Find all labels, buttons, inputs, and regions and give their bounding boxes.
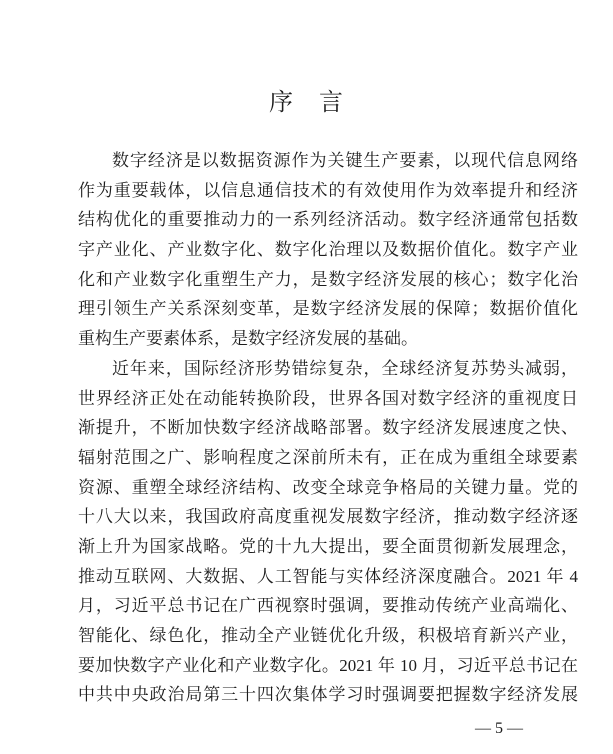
text-line: 化和产业数字化重塑生产力，是数字经济发展的核心；数字化治 bbox=[78, 269, 578, 289]
text-line: 十八大以来，我国政府高度重视发展数字经济，推动数字经济逐 bbox=[78, 507, 578, 527]
text-line: 资源、重塑全球经济结构、改变全球竞争格局的关键力量。党的 bbox=[78, 477, 578, 497]
page-number: — 5 — bbox=[475, 720, 523, 738]
text-line: 辐射范围之广、影响程度之深前所未有，正在成为重组全球要素 bbox=[78, 447, 578, 467]
text-line: 要加快数字产业化和产业数字化。2021 年 10 月，习近平总书记在 bbox=[78, 655, 578, 675]
text-line: 中共中央政治局第三十四次集体学习时强调要把握数字经济发展 bbox=[78, 685, 578, 705]
text-line: 推动互联网、大数据、人工智能与实体经济深度融合。2021 年 4 bbox=[78, 566, 578, 586]
text-line: 重构生产要素体系，是数字经济发展的基础。 bbox=[78, 329, 418, 349]
text-line: 渐提升，不断加快数字经济战略部署。数字经济发展速度之快、 bbox=[78, 418, 578, 438]
text-line: 渐上升为国家战略。党的十九大提出，要全面贯彻新发展理念， bbox=[78, 536, 578, 556]
text-line: 近年来，国际经济形势错综复杂，全球经济复苏势头减弱， bbox=[112, 358, 578, 378]
text-line: 理引领生产关系深刻变革，是数字经济发展的保障；数据价值化 bbox=[78, 299, 578, 319]
text-line: 字产业化、产业数字化、数字化治理以及数据价值化。数字产业 bbox=[78, 240, 578, 260]
text-line: 月，习近平总书记在广西视察时强调，要推动传统产业高端化、 bbox=[78, 596, 578, 616]
page-title: 序 言 bbox=[269, 90, 344, 116]
text-line: 作为重要载体，以信息通信技术的有效使用作为效率提升和经济 bbox=[78, 180, 578, 200]
text-line: 智能化、绿色化，推动全产业链优化升级，积极培育新兴产业， bbox=[78, 626, 578, 645]
text-line: 结构优化的重要推动力的一系列经济活动。数字经济通常包括数 bbox=[78, 210, 578, 230]
document-body bbox=[78, 146, 578, 710]
text-line: 数字经济是以数据资源作为关键生产要素，以现代信息网络 bbox=[112, 151, 578, 170]
text-line: 世界经济正处在动能转换阶段，世界各国对数字经济的重视度日 bbox=[78, 388, 578, 408]
